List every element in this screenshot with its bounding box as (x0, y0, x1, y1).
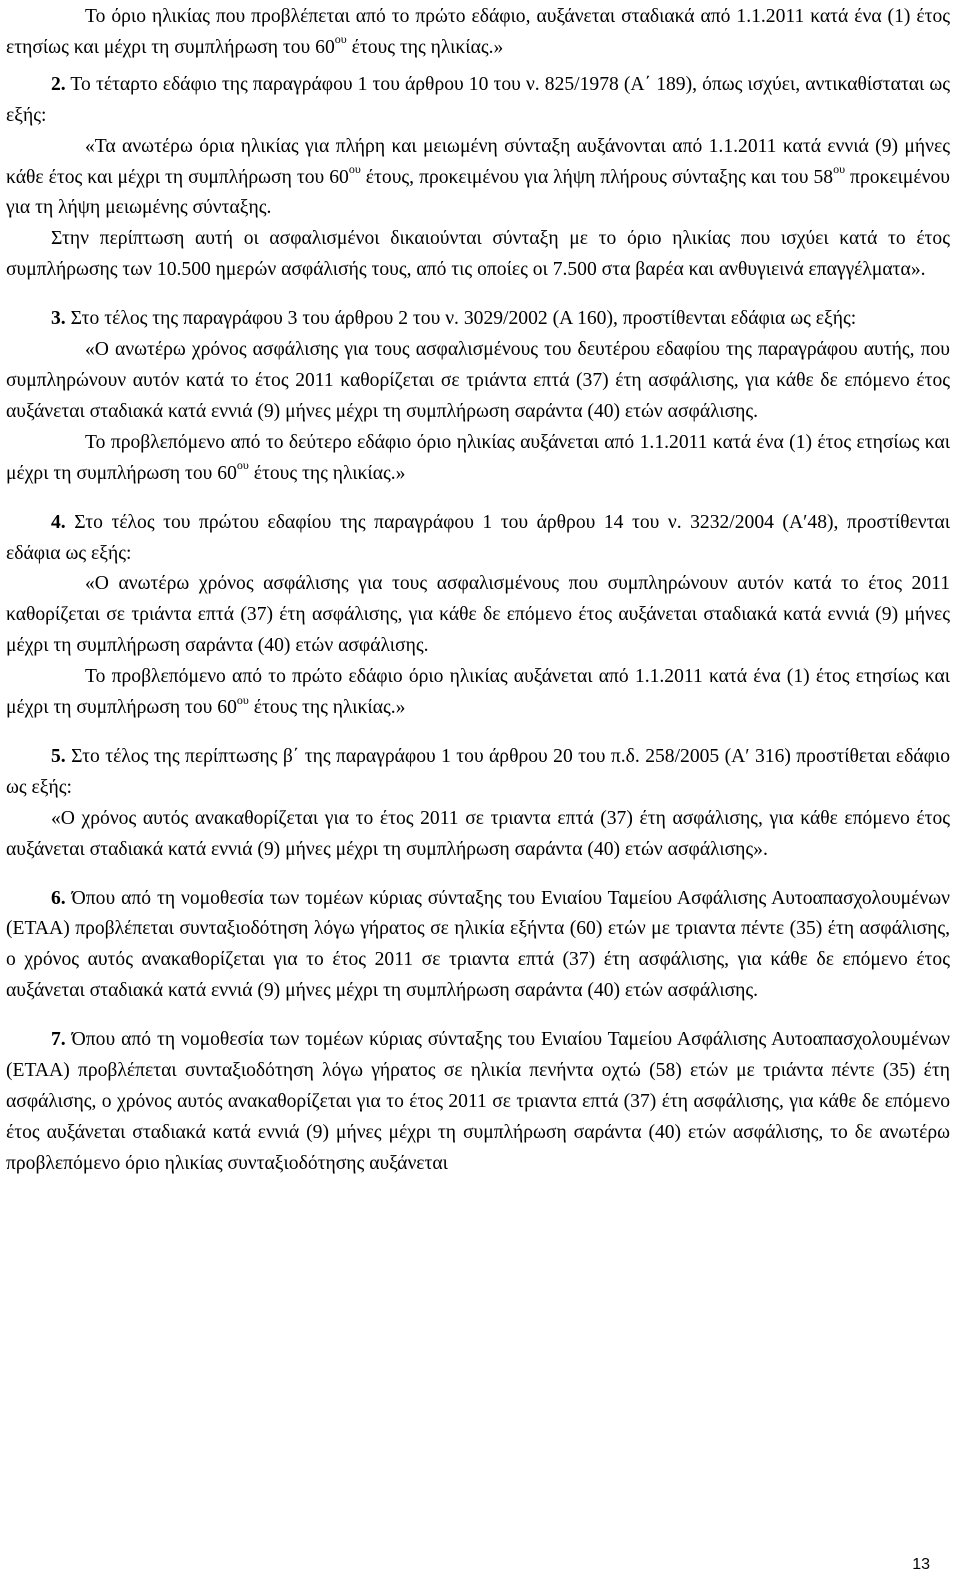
item-5-text: «Ο χρόνος αυτός ανακαθορίζεται για το έτος 2011 σε τριαντα επτά (37) έτη ασφάλισης, για κάθε επόμενο έτος αυξάνεται σταδιακά κατά εννιά (9) μήνες μέχρι τη συμπλήρωση σαράντα (40) ετών ασφάλισης». (6, 807, 950, 860)
item-6: 6. Όπου από τη νομοθεσία των τομέων κύριας σύνταξης του Ενιαίου Ταμείου Ασφάλισης Αυτοαπασχολουμένων (ΕΤΑΑ) προβλέπεται συνταξιοδότηση λόγω γήρατος σε ηλικία εξήντα (60) ετών με τριαντα πέντε (35) έτη ασφάλισης, ο χρόνος αυτός ανακαθορίζεται για το έτος 2011 σε τριαντα επτά (37) έτη ασφάλισης, για κάθε δε επόμενο έτος αυξάνεται σταδιακά κατά εννιά (9) μήνες μέχρι τη συμπλήρωση σαράντα (40) ετών ασφάλισης. (6, 887, 950, 1002)
item-3-age: Το προβλεπόμενο από το δεύτερο εδάφιο όριο ηλικίας αυξάνεται από 1.1.2011 κατά ένα (1) έτος ετησίως και μέχρι τη συμπλήρωση του $60^{o\upsilon}$ έτους της ηλικίας.» (6, 431, 950, 484)
item-5-intro: 5. Στο τέλος της περίπτωσης β΄ της παραγράφου 1 του άρθρου 20 του π.δ. 258/2005 (Α′ 316) προστίθεται εδάφιο ως εξής: (6, 745, 950, 798)
item-7: 7. Όπου από τη νομοθεσία των τομέων κύριας σύνταξης του Ενιαίου Ταμείου Ασφάλισης Αυτοαπασχολουμένων (ΕΤΑΑ) προβλέπεται συνταξιοδότηση λόγω γήρατος σε ηλικία πενήντα οχτώ (58) ετών με τριάντα πέντε (35) έτη ασφάλισης, ο χρόνος αυτός ανακαθορίζεται για το έτος 2011 σε τριαντα επτά (37) έτη ασφάλισης, για κάθε δε επόμενο έτος αυξάνεται σταδιακά κατά εννιά (9) μήνες μέχρι τη συμπλήρωση σαράντα (40) ετών ασφάλισης, το δε ανωτέρω προβλεπόμενο όριο ηλικίας συνταξιοδότησης αυξάνεται (6, 1029, 950, 1174)
item-4-text: «Ο ανωτέρω χρόνος ασφάλισης για τους ασφαλισμένους που συμπληρώνουν αυτόν κατά το έτος 2011 καθορίζεται σε τριάντα επτά (37) έτη ασφάλισης, για κάθε δε επόμενο έτος αυξάνεται σταδιακά κατά εννιά (9) μήνες μέχρι τη συμπλήρωση σαράντα (40) ετών ασφάλισης. (6, 573, 950, 657)
page-number: 13 (912, 1556, 930, 1573)
document-page (6, 2, 950, 1180)
paragraph-age-limit: Το όριο ηλικίας που προβλέπεται από το πρώτο εδάφιο, αυξάνεται σταδιακά από 1.1.2011 κατά ένα (1) έτος ετησίως και μέχρι τη συμπλήρωση του $60^{o\upsilon}$ έτους της ηλικίας.» (6, 6, 950, 58)
item-4-intro: 4. Στο τέλος του πρώτου εδαφίου της παραγράφου 1 του άρθρου 14 του ν. 3232/2004 (Α′48), προστίθενται εδάφια ως εξής: (6, 511, 950, 564)
item-3-text: «Ο ανωτέρω χρόνος ασφάλισης για τους ασφαλισμένους του δευτέρου εδαφίου της παραγράφου αυτής, που συμπληρώνουν αυτόν κατά το έτος 2011 καθορίζεται σε τριάντα επτά (37) έτη ασφάλισης, για κάθε δε επόμενο έτος αυξάνεται σταδιακά κατά εννιά (9) μήνες μέχρι τη συμπλήρωση σαράντα (40) ετών ασφάλισης. (6, 339, 950, 422)
item-3-intro: 3. Στο τέλος της παραγράφου 3 του άρθρου 2 του ν. 3029/2002 (Α 160), προστίθενται εδάφια ως εξής: (51, 308, 857, 330)
item-2-intro: 2. Το τέταρτο εδάφιο της παραγράφου 1 του άρθρου 10 του ν. 825/1978 (Α΄ 189), όπως ισχύει, αντικαθίσταται ως εξής: (6, 73, 950, 126)
item-4-age: Το προβλεπόμενο από το πρώτο εδάφιο όριο ηλικίας αυξάνεται από 1.1.2011 κατά ένα (1) έτος ετησίως και μέχρι τη συμπλήρωση του $60^{o\upsilon}$ έτους της ηλικίας.» (6, 666, 950, 719)
item-2-text: «Τα ανωτέρω όρια ηλικίας για πλήρη και μειωμένη σύνταξη αυξάνονται από 1.1.2011 κατά εννιά (9) μήνες κάθε έτος και μέχρι τη συμπλήρωση του $60^{o\upsilon}$ έτους, προκειμένου για λήψη πλήρους σύνταξης και του $58^{o\upsilon}$ προκειμένου για τη λήψη μειωμένης σύνταξης. (6, 135, 950, 219)
item-2-case: Στην περίπτωση αυτή οι ασφαλισμένοι δικαιούνται σύνταξη με το όριο ηλικίας που ισχύει κατά το έτος συμπλήρωσης των 10.500 ημερών ασφάλισής τους, από τις οποίες οι 7.500 στα βαρέα και ανθυγιεινά επαγγέλματα». (6, 228, 950, 281)
